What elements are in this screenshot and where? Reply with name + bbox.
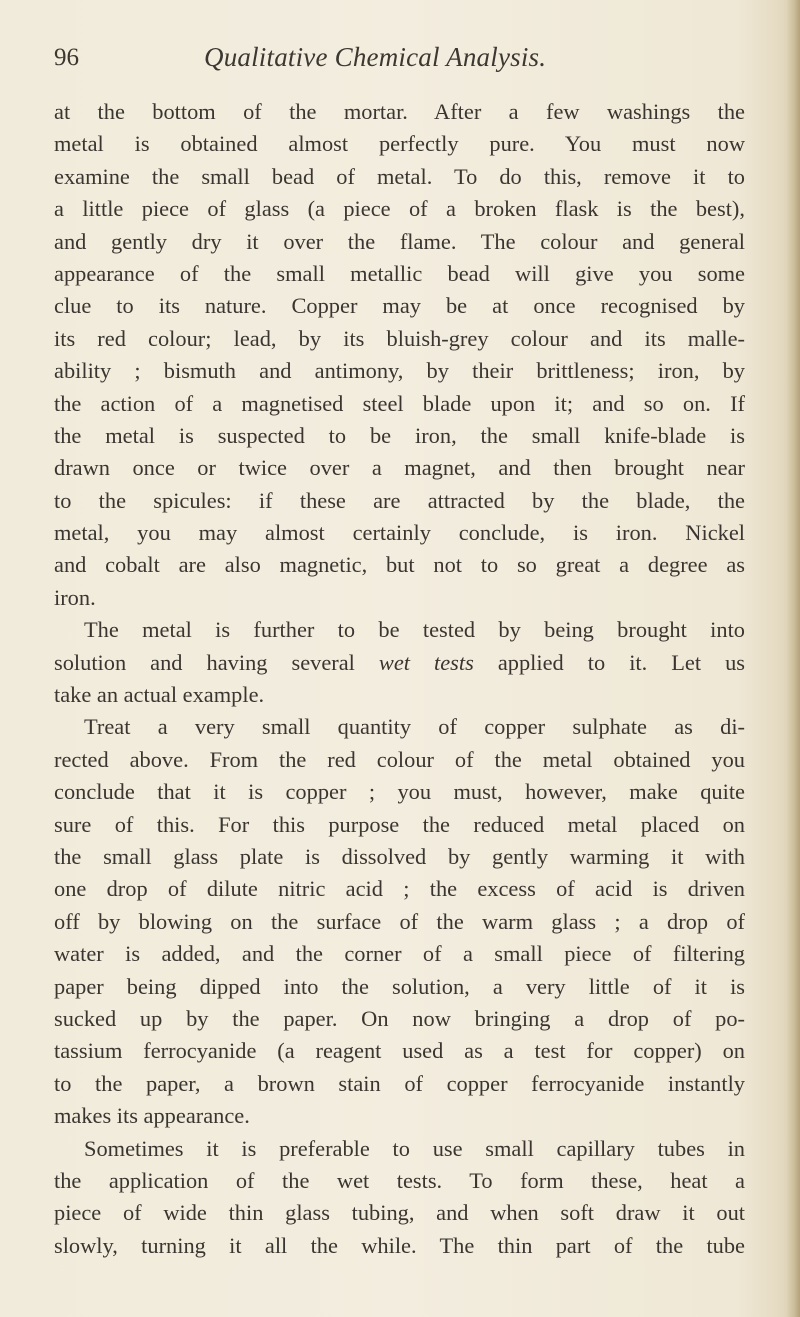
text-line: tassium ferrocyanide (a reagent used as a test for copper) on <box>54 1038 745 1064</box>
text-line: the action of a magnetised steel blade upon it; and so on. If <box>54 390 745 416</box>
text-line: appearance of the small metallic bead will give you some <box>54 260 745 286</box>
text-line: off by blowing on the surface of the warm glass ; a drop of <box>54 908 745 934</box>
text-line: paper being dipped into the solution, a very little of it is <box>54 973 745 999</box>
text-fragment: solution and having several <box>54 649 379 675</box>
text-line: conclude that it is copper ; you must, however, make quite <box>54 779 745 805</box>
text-line: slowly, turning it all the while. The thin part of the tube <box>54 1232 745 1258</box>
page-edge-shadow <box>786 0 800 1317</box>
text-line: its red colour; lead, by its bluish-grey colour and its malle- <box>54 325 745 351</box>
text-fragment: applied to it. Let us <box>473 649 745 675</box>
text-line: water is added, and the corner of a small piece of filtering <box>54 941 745 967</box>
text-line: sure of this. For this purpose the reduced metal placed on <box>54 811 745 837</box>
text-line: metal, you may almost certainly conclude, is iron. Nickel <box>54 520 745 546</box>
text-line: clue to its nature. Copper may be at once recognised by <box>54 293 745 319</box>
page-number: 96 <box>54 44 79 71</box>
text-line: one drop of dilute nitric acid ; the excess of acid is driven <box>54 876 745 902</box>
text-line: to the spicules: if these are attracted by the blade, the <box>54 487 745 513</box>
page-header <box>54 40 744 80</box>
text-line: ability ; bismuth and antimony, by their brittleness; iron, by <box>54 358 745 384</box>
text-line: rected above. From the red colour of the metal obtained you <box>54 746 745 772</box>
text-line: Treat a very small quantity of copper sulphate as di- <box>84 714 745 740</box>
text-line: the small glass plate is dissolved by gently warming it with <box>54 843 745 869</box>
text-line: the application of the wet tests. To form these, heat a <box>54 1167 745 1193</box>
text-line: take an actual example. <box>54 682 265 708</box>
text-line: examine the small bead of metal. To do this, remove it to <box>54 163 745 189</box>
text-line: and gently dry it over the flame. The colour and general <box>54 228 745 254</box>
text-line: sucked up by the paper. On now bringing a drop of po- <box>54 1005 745 1031</box>
text-line: The metal is further to be tested by being brought into <box>84 617 745 643</box>
text-line: metal is obtained almost perfectly pure. You must now <box>54 131 745 157</box>
text-line: a little piece of glass (a piece of a broken flask is the best), <box>54 196 745 222</box>
body-text <box>54 96 745 1262</box>
text-line: piece of wide thin glass tubing, and when soft draw it out <box>54 1200 745 1226</box>
text-line: iron. <box>54 584 96 610</box>
text-line: Sometimes it is preferable to use small capillary tubes in <box>84 1135 745 1161</box>
text-line: makes its appearance. <box>54 1103 250 1129</box>
text-line: at the bottom of the mortar. After a few washings the <box>54 99 745 124</box>
text-line: and cobalt are also magnetic, but not to so great a degree as <box>54 552 745 578</box>
text-line <box>54 647 745 679</box>
text-line: to the paper, a brown stain of copper ferrocyanide instantly <box>54 1070 745 1096</box>
italic-term: wet tests <box>378 649 474 675</box>
text-line: the metal is suspected to be iron, the small knife-blade is <box>54 422 745 448</box>
running-title: Qualitative Chemical Analysis. <box>204 42 547 72</box>
text-line: drawn once or twice over a magnet, and then brought near <box>54 455 745 481</box>
